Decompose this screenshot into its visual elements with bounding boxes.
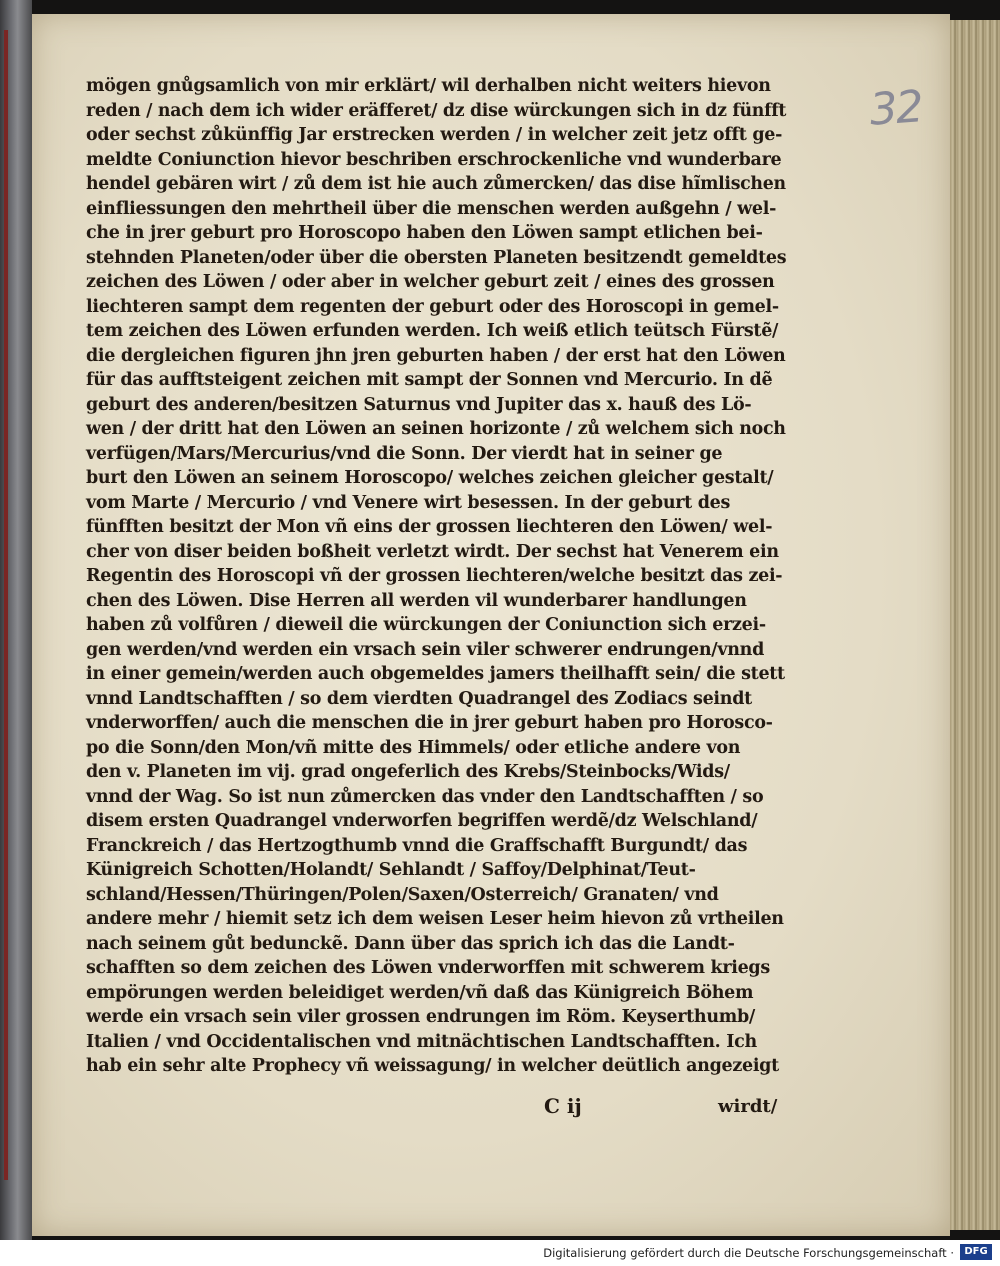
text-line: haben zů volfůren / dieweil die würckungen der Coniunction sich erzei- <box>86 615 766 635</box>
text-line: oder sechst zůkünffig Jar erstrecken werden / in welcher zeit jetz offt ge- <box>86 125 783 145</box>
text-line: vnnd der Wag. So ist nun zůmercken das vnder den Landtschafften / so <box>86 786 764 807</box>
text-line: po die Sonn/den Mon/vñ mitte des Himmels/ oder etliche andere von <box>86 737 741 758</box>
text-line: zeichen des Löwen / oder aber in welcher geburt zeit / eines des grossen <box>86 272 775 292</box>
text-line: hab ein sehr alte Prophecy vñ weissagung/ in welcher deütlich angezeigt <box>86 1056 779 1076</box>
text-line: werde ein vrsach sein viler grossen endrungen im Röm. Keyserthumb/ <box>86 1007 756 1027</box>
text-line: fünfften besitzt der Mon vñ eins der grossen liechteren den Löwen/ wel- <box>86 517 773 537</box>
funding-credit: Digitalisierung gefördert durch die Deutsche Forschungsgemeinschaft · <box>543 1246 954 1260</box>
text-line: mögen gnůgsamlich von mir erklärt/ wil derhalben nicht weiters hievon <box>86 76 771 96</box>
text-block <box>86 74 786 1079</box>
text-line: chen des Löwen. Dise Herren all werden vil wunderbarer handlungen <box>86 590 747 611</box>
text-line: tem zeichen des Löwen erfunden werden. Ich weiß etlich teütsch Fürstẽ/ <box>86 321 779 341</box>
text-line: vnderworffen/ auch die menschen die in jrer geburt haben pro Horosco- <box>86 713 773 733</box>
text-line: Franckreich / das Hertzogthumb vnnd die Graffschafft Burgundt/ das <box>86 835 748 856</box>
text-line: Regentin des Horoscopi vñ der grossen liechteren/welche besitzt das zei- <box>86 566 783 586</box>
text-line: geburt des anderen/besitzen Saturnus vnd Jupiter das x. hauß des Lö- <box>86 394 752 415</box>
text-line: verfügen/Mars/Mercurius/vnd die Sonn. Der vierdt hat in seiner ge <box>86 443 723 464</box>
catchword: wirdt/ <box>718 1096 778 1117</box>
text-line: stehnden Planeten/oder über die obersten Planeten besitzendt gemeldtes <box>86 247 787 268</box>
text-line: burt den Löwen an seinem Horoscopo/ welches zeichen gleicher gestalt/ <box>86 468 774 488</box>
text-line: hendel gebären wirt / zů dem ist hie auch zůmercken/ das dise hĩmlischen <box>86 174 786 194</box>
text-line: empörungen werden beleidiget werden/vñ daß das Künigreich Böhem <box>86 982 754 1003</box>
text-line: meldte Coniunction hievor beschriben erschrockenliche vnd wunderbare <box>86 149 782 170</box>
text-line: für das aufftsteigent zeichen mit sampt der Sonnen vnd Mercurio. In dẽ <box>86 370 773 390</box>
text-line: Künigreich Schotten/Holandt/ Sehlandt / Saffoy/Delphinat/Teut- <box>86 860 696 880</box>
text-line: schafften so dem zeichen des Löwen vnderworffen mit schwerem kriegs <box>86 958 770 978</box>
text-line: Italien / vnd Occidentalischen vnd mitnächtischen Landtschafften. Ich <box>86 1031 757 1052</box>
text-line: vnnd Landtschafften / so dem vierdten Quadrangel des Zodiacs seindt <box>86 688 752 709</box>
text-line: reden / nach dem ich wider eräfferet/ dz dise würckungen sich in dz fünfft <box>86 100 787 121</box>
text-line: in einer gemein/werden auch obgemeldes jamers theilhafft sein/ die stett <box>86 664 785 684</box>
text-line: schland/Hessen/Thüringen/Polen/Saxen/Osterreich/ Granaten/ vnd <box>86 884 719 905</box>
text-line: andere mehr / hiemit setz ich dem weisen Leser heim hievon zů vrtheilen <box>86 909 784 929</box>
footer-bar <box>0 1240 1000 1266</box>
text-line: einfliessungen den mehrtheil über die menschen werden außgehn / wel- <box>86 198 777 219</box>
text-line: den v. Planeten im vij. grad ongeferlich des Krebs/Steinbocks/Wids/ <box>86 762 730 782</box>
text-line: liechteren sampt dem regenten der geburt oder des Horoscopi in gemel- <box>86 296 779 317</box>
text-line: nach seinem gůt bedunckẽ. Dann über das sprich ich das die Landt- <box>86 933 735 954</box>
text-line: disem ersten Quadrangel vnderworfen begriffen werdẽ/dz Welschland/ <box>86 811 758 831</box>
text-line: die dergleichen figuren jhn jren geburten haben / der erst hat den Löwen <box>86 345 786 366</box>
folio-number: 32 <box>868 81 924 136</box>
text-line: vom Marte / Mercurio / vnd Venere wirt besessen. In der geburt des <box>86 492 731 513</box>
text-line: wen / der dritt hat den Löwen an seinen horizonte / zů welchem sich noch <box>86 419 786 439</box>
text-line: gen werden/vnd werden ein vrsach sein viler schwerer endrungen/vnnd <box>86 639 765 660</box>
text-line: cher von diser beiden boßheit verletzt wirdt. Der sechst hat Venerem ein <box>86 541 779 562</box>
dfg-logo: DFG <box>960 1244 992 1260</box>
signature-mark: C ij <box>544 1094 582 1118</box>
binding-edge <box>4 30 8 1180</box>
text-line: che in jrer geburt pro Horoscopo haben den Löwen sampt etlichen bei- <box>86 223 763 243</box>
